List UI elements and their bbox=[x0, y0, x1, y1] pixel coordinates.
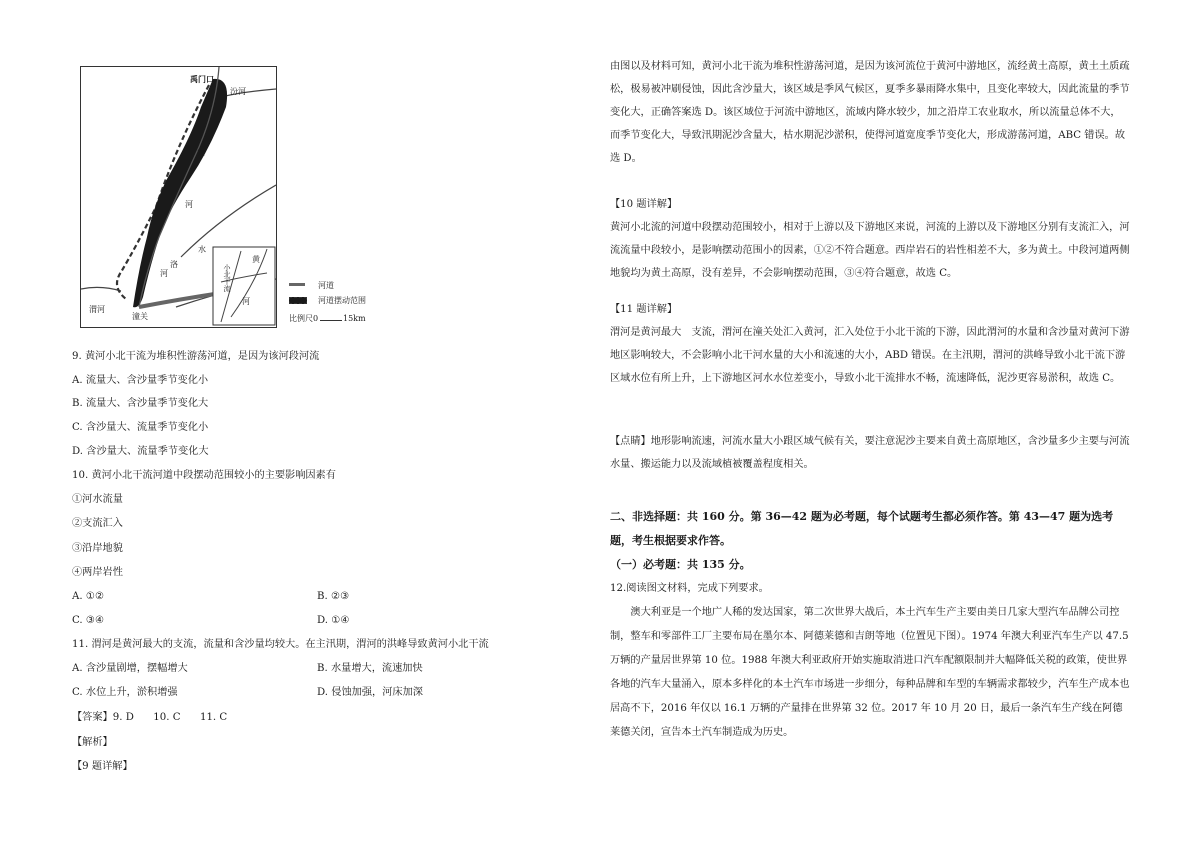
map-label-huang: 黄 bbox=[197, 148, 205, 157]
question-11-option-d: D. 侵蚀加强，河床加深 bbox=[317, 687, 423, 698]
legend-channel-swatch bbox=[289, 283, 305, 286]
question-9-option-c: C. 含沙量大、流量季节变化小 bbox=[72, 422, 209, 433]
question-11-option-a: A. 含沙量剧增，摆幅增大 bbox=[72, 663, 188, 674]
legend-scale-end: 15km bbox=[343, 314, 366, 323]
legend-channel-label: 河道 bbox=[318, 281, 334, 290]
q10-detail-heading: 【10 题详解】 bbox=[610, 199, 678, 210]
question-10-option-c: C. ③④ bbox=[72, 615, 105, 626]
answer-line: 【答案】9. D 10. C 11. C bbox=[72, 712, 228, 723]
inset-label-xiaobeiganliu: 小北干流 bbox=[223, 264, 231, 292]
q10-explanation: 黄河小北流的河道中段摆动范围较小，相对于上游以及下游地区来说，河流的上游以及下游地区分别有支流汇入，河流流量中段较小，是影响摆动范围小的因素，①②不符合题意。西岸岩石的岩性相差不大，多为黄土。中段河道两侧地貌均为黄土高原，没有差异，不会影响摆动范围，③④符合题意，故选 C。 bbox=[610, 222, 1130, 279]
inset-label-he: 河 bbox=[242, 297, 250, 306]
question-9-option-d: D. 含沙量大、流量季节变化大 bbox=[72, 446, 209, 457]
question-9-option-b: B. 流量大、含沙量季节变化大 bbox=[72, 398, 209, 409]
legend-scale-bar bbox=[320, 320, 342, 321]
dianjing-note: 【点睛】地形影响流速，河流水量大小跟区域气候有关，要注意泥沙主要来自黄土高原地区，含沙量多少主要与河流水量、搬运能力以及流域植被覆盖程度相关。 bbox=[610, 436, 1130, 470]
question-10-option-d: D. ①④ bbox=[317, 615, 350, 626]
map-label-luo: 洛 bbox=[170, 260, 178, 269]
question-10-item-2: ②支流汇入 bbox=[72, 518, 123, 529]
q11-explanation: 渭河是黄河最大 支流，渭河在潼关处汇入黄河，汇入处位于小北干流的下游，因此渭河的水量和含沙量对黄河下游地区影响较大，不会影响小北干河水量的大小和流速的大小，ABD 错误。在主汛期，渭河的洪峰导致小北干流下游区域水位有所上升，上下游地区河水水位差变小，导致小北干流排水不畅，流速降低，泥沙更容易淤积，故选 C。 bbox=[610, 327, 1130, 384]
question-10-item-3: ③沿岸地貌 bbox=[72, 543, 123, 554]
map-svg bbox=[81, 67, 276, 327]
question-9: 9. 黄河小北干流为堆积性游荡河道，是因为该河段河流 bbox=[72, 351, 320, 362]
question-10-option-b: B. ②③ bbox=[317, 591, 350, 602]
map-label-tongguan: 潼关 bbox=[132, 312, 148, 321]
map-label-wei-he: 渭河 bbox=[89, 305, 105, 314]
analysis-heading: 【解析】 bbox=[72, 737, 113, 748]
question-11: 11. 渭河是黄河最大的支流，流量和含沙量均较大。在主汛期，渭河的洪峰导致黄河小北干流 bbox=[72, 639, 489, 650]
question-11-option-c: C. 水位上升，淤积增强 bbox=[72, 687, 178, 698]
question-10-item-4: ④两岸岩性 bbox=[72, 567, 123, 578]
map-label-shui: 水 bbox=[198, 245, 206, 254]
map-label-yumenkou: 禹门口 bbox=[190, 74, 214, 84]
question-10-option-a: A. ①② bbox=[72, 591, 105, 602]
q9-explanation: 由图以及材料可知，黄河小北干流为堆积性游荡河道，是因为该河流位于黄河中游地区，流经黄土高原，黄土土质疏松，极易被冲刷侵蚀，因此含沙量大，该区域是季风气候区，夏季多暴雨降水集中，且变化率较大，因此流量的季节变化大，正确答案选 D。该区域位于河流中游地区，流域内降水较少，加之沿岸工农业取水，所以流量总体不大，而季节变化大，导致汛期泥沙含量大，枯水期泥沙淤积，使得河道宽度季节变化大，形成游荡河道，ABC 错误。故选 D。 bbox=[610, 61, 1130, 164]
question-10: 10. 黄河小北干流河道中段摆动范围较小的主要影响因素有 bbox=[72, 470, 336, 481]
question-12-material: 澳大利亚是一个地广人稀的发达国家，第二次世界大战后，本土汽车生产主要由美日几家大型汽车品牌公司控制，整车和零部件工厂主要布局在墨尔本、阿德莱德和吉朗等地（位置见下图）。1974 年澳大利亚汽车生产以 47.5 万辆的产量居世界第 10 位。1988 年澳大利亚政府开始实施取消进口汽车配额限制并大幅降低关税的政策，使世界各地的汽车大量涌入，原本多样化的本土汽车市场进一步细分，每种品牌和车型的车辆需求都较少，汽车生产成本也居高不下，2016 年仅以 16.1 万辆的产量排在世界第 32 位。2017 年 10 月 20 日，最后一条汽车生产线在阿德莱德关闭，宣告本土汽车制造成为历史。 bbox=[610, 607, 1130, 738]
question-10-item-1: ①河水流量 bbox=[72, 494, 123, 505]
q11-detail-heading: 【11 题详解】 bbox=[610, 304, 678, 315]
yellow-river-map bbox=[80, 66, 277, 328]
legend-swing-label: 河道摆动范围 bbox=[318, 296, 366, 305]
required-subheading: （一）必考题：共 135 分。 bbox=[610, 558, 751, 571]
question-12: 12.阅读图文材料，完成下列要求。 bbox=[610, 583, 769, 594]
map-label-he: 河 bbox=[185, 200, 193, 209]
q9-detail-heading: 【9 题详解】 bbox=[72, 761, 133, 772]
map-label-luo-he: 河 bbox=[160, 269, 168, 278]
legend-scale-label: 比例尺0 bbox=[289, 314, 319, 323]
legend-swing-swatch bbox=[289, 297, 307, 304]
question-9-option-a: A. 流量大、含沙量季节变化小 bbox=[72, 375, 209, 386]
inset-label-huang: 黄 bbox=[252, 255, 260, 264]
map-label-fen-he: 汾河 bbox=[230, 87, 246, 96]
question-11-option-b: B. 水量增大，流速加快 bbox=[317, 663, 423, 674]
section-2-heading: 二、非选择题：共 160 分。第 36—42 题为必考题，每个试题考生都必须作答。第 43—47 题为选考题，考生根据要求作答。 bbox=[610, 510, 1114, 547]
